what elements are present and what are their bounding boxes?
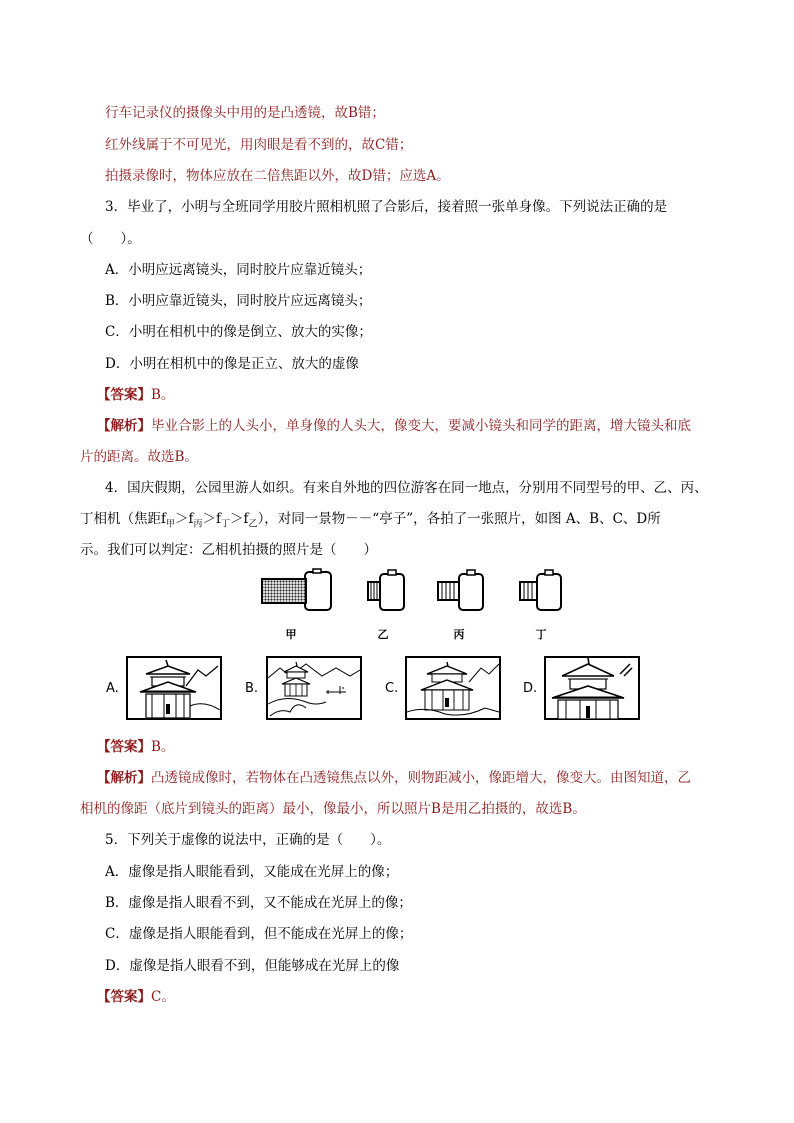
analysis-text: 毕业合影上的人头小，单身像的人头大，像变大，要减小镜头和同学的距离，增大镜头和底 — [151, 418, 691, 434]
photo-b — [266, 656, 362, 720]
photo-label-a: A. — [106, 681, 119, 696]
photo-label-b: B. — [245, 681, 259, 696]
analysis-line-3: 拍摄录像时，物体应放在二倍焦距以外，故D错；应选A。 — [105, 168, 450, 184]
gt-sign: ＞f — [202, 511, 222, 527]
camera-yi — [368, 570, 404, 610]
q3-answer — [97, 385, 174, 405]
q4-stem-text: 丁相机（焦距f — [80, 511, 166, 527]
camera-label-yi: 乙 — [377, 628, 389, 641]
q3-stem-line-1: 3．毕业了，小明与全班同学用胶片照相机照了合影后，接着照一张单身像。下列说法正确的是 — [105, 199, 668, 215]
photo-a — [126, 656, 222, 720]
q5-option-c: C．虚像是指人眼能看到，但不能成在光屏上的像； — [105, 926, 413, 942]
q3-option-a: A．小明应远离镜头，同时胶片应靠近镜头； — [105, 262, 372, 278]
camera-bing — [438, 570, 483, 610]
q4-stem-text: ），对同一景物－－“亭子”，各拍了一张照片，如图 A、B、C、D所 — [257, 511, 661, 527]
gt-sign: ＞f — [230, 511, 249, 527]
q5-option-b: B．虚像是指人眼看不到，又不能成在光屏上的像； — [105, 895, 412, 911]
answer-tag: 【答案】 — [97, 739, 151, 755]
q3-analysis-line-1 — [97, 416, 691, 436]
answer-value: B。 — [151, 387, 175, 403]
analysis-line-1: 行车记录仪的摄像头中用的是凸透镜，故B错； — [105, 105, 385, 121]
q4-stem-line-1: 4．国庆假期，公园里游人如织。有来自外地的四位游客在同一地点，分别用不同型号的甲、乙、丙、 — [105, 480, 708, 496]
answer-tag: 【答案】 — [97, 387, 151, 403]
photo-label-d: D. — [523, 681, 538, 696]
answer-tag: 【答案】 — [97, 989, 151, 1005]
analysis-line-2: 红外线属于不可见光，用肉眼是看不到的，故C错； — [105, 137, 413, 153]
gt-sign: ＞f — [175, 511, 194, 527]
camera-ding — [520, 570, 561, 610]
q5-answer — [97, 987, 175, 1007]
photo-c — [405, 656, 501, 720]
q5-option-a: A．虚像是指人眼能看到，又能成在光屏上的像； — [105, 864, 399, 880]
q3-analysis-line-2: 片的距离。故选B。 — [80, 449, 198, 465]
q5-stem: 5．下列关于虚像的说法中，正确的是（ ）。 — [105, 832, 391, 848]
cameras-figure — [255, 568, 575, 644]
q3-option-b: B．小明应靠近镜头，同时胶片应远离镜头； — [105, 293, 372, 309]
analysis-tag: 【解析】 — [97, 418, 151, 434]
subscript-bing: 丙 — [193, 519, 203, 530]
analysis-text: 凸透镜成像时，若物体在凸透镜焦点以外，则物距减小，像距增大，像变大。由图知道，乙 — [151, 770, 691, 786]
photo-d — [544, 656, 640, 720]
camera-jia — [262, 569, 331, 610]
subscript-jia: 甲 — [166, 519, 176, 530]
photo-label-c: C. — [385, 681, 399, 696]
q4-stem-line-3: 示。我们可以判定：乙相机拍摄的照片是（ ） — [80, 542, 377, 558]
q3-option-c: C．小明在相机中的像是倒立、放大的实像； — [105, 324, 372, 340]
q4-analysis-line-2: 相机的像距（底片到镜头的距离）最小，像最小，所以照片B是用乙拍摄的，故选B。 — [80, 801, 586, 817]
answer-value: B。 — [151, 739, 175, 755]
camera-label-jia: 甲 — [285, 628, 297, 641]
analysis-tag: 【解析】 — [97, 770, 151, 786]
camera-label-bing: 丙 — [453, 628, 465, 641]
q5-option-d: D．虚像是指人眼看不到，但能够成在光屏上的像 — [105, 958, 400, 974]
q3-option-d: D．小明在相机中的像是正立、放大的虚像 — [105, 356, 359, 372]
camera-label-ding: 丁 — [535, 628, 547, 641]
q3-stem-line-2: （ ）。 — [80, 231, 141, 247]
q4-answer — [97, 737, 174, 757]
subscript-yi: 乙 — [248, 519, 258, 530]
answer-value: C。 — [151, 989, 175, 1005]
q4-stem-line-2 — [80, 509, 661, 535]
q4-analysis-line-1 — [97, 768, 691, 788]
subscript-ding: 丁 — [221, 519, 231, 530]
